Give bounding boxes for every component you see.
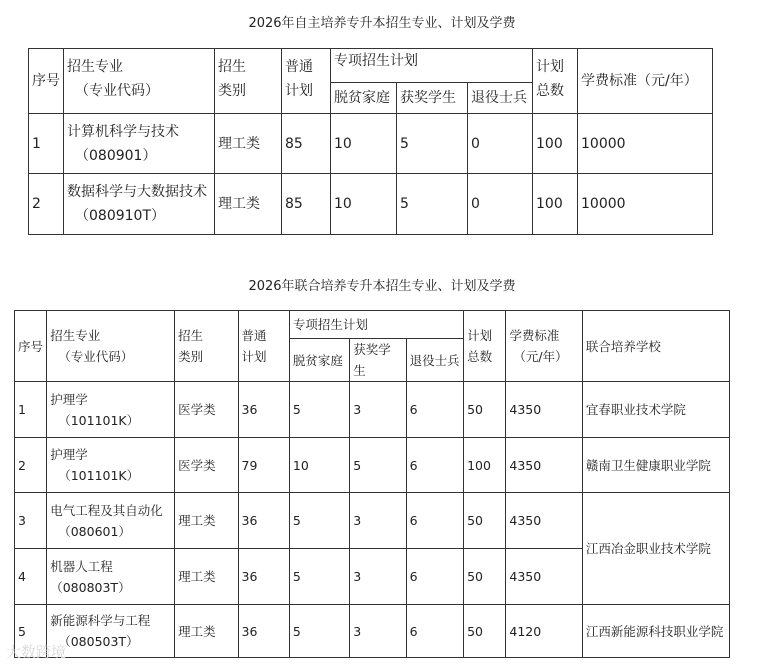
cell-seq: 1: [15, 382, 47, 438]
cell-poor: 5: [289, 549, 349, 605]
cell-veteran: 6: [406, 382, 463, 438]
table-row: [29, 174, 713, 235]
header-total-line1: 计划: [467, 328, 493, 343]
cell-seq: 2: [29, 174, 64, 235]
cell-seq: 1: [29, 114, 64, 174]
cell-fee: 4120: [506, 605, 583, 658]
cell-award: 3: [350, 549, 406, 605]
cell-school: 江西冶金职业技术学院: [582, 493, 729, 605]
header-total: [464, 311, 506, 382]
cell-total: 100: [533, 114, 578, 174]
cell-school: 宜春职业技术学院: [582, 382, 729, 438]
major-code: （080910T）: [75, 208, 165, 224]
header-total: [533, 49, 578, 114]
cell-general: 36: [238, 549, 289, 605]
cell-veteran: 6: [406, 493, 463, 549]
header-fee-line1: 学费标准: [509, 328, 560, 343]
cell-veteran: 6: [406, 438, 463, 493]
cell-general: 36: [238, 493, 289, 549]
header-general-line2: 计划: [241, 349, 267, 364]
cell-total: 50: [464, 382, 506, 438]
cell-seq: 3: [15, 493, 47, 549]
header-total-line2: 总数: [536, 83, 565, 99]
major-code: （080803T）: [50, 579, 131, 595]
cell-general: 85: [282, 174, 331, 235]
header-category-line1: 招生: [218, 59, 246, 75]
cell-fee: 4350: [506, 382, 583, 438]
header-category-line2: 类别: [218, 83, 246, 99]
header-general-line2: 计划: [285, 83, 313, 99]
header-seq: 序号: [15, 311, 47, 382]
header-poor: 脱贫家庭: [331, 83, 397, 114]
cell-total: 100: [533, 174, 578, 235]
cell-award: 5: [397, 174, 468, 235]
cell-total: 50: [464, 493, 506, 549]
cell-poor: 10: [289, 438, 349, 493]
cell-category: 理工类: [215, 114, 282, 174]
major-name: 机器人工程: [50, 558, 113, 574]
major-code: （080601）: [58, 523, 131, 539]
header-special: 专项招生计划: [331, 49, 533, 83]
cell-seq: 4: [15, 549, 47, 605]
cell-poor: 10: [331, 114, 397, 174]
joint-training-table: [14, 310, 730, 658]
cell-general: 36: [238, 382, 289, 438]
header-poor: 脱贫家庭: [289, 339, 349, 382]
header-special: 专项招生计划: [289, 311, 463, 339]
cell-major: [47, 549, 175, 605]
cell-fee: 4350: [506, 493, 583, 549]
cell-major: [47, 382, 175, 438]
major-name: 护理学: [50, 447, 88, 462]
header-general: [238, 311, 289, 382]
header-veteran: 退役士兵: [468, 83, 533, 114]
cell-general: 36: [238, 605, 289, 658]
header-general-line1: 普通: [241, 328, 267, 343]
watermark: 大数跨境: [6, 643, 67, 661]
major-name: 计算机科学与技术: [67, 123, 179, 140]
major-code: （101101K）: [58, 412, 140, 428]
cell-school: 赣南卫生健康职业学院: [582, 438, 729, 493]
header-major: [47, 311, 175, 382]
header-award: 获奖学生: [350, 339, 406, 382]
cell-category: 理工类: [215, 174, 282, 235]
cell-fee: 4350: [506, 549, 583, 605]
major-code: （080901）: [75, 147, 157, 164]
cell-award: 3: [350, 382, 406, 438]
cell-fee: 4350: [506, 438, 583, 493]
major-name: 新能源科学与工程: [50, 613, 151, 628]
cell-total: 50: [464, 605, 506, 658]
header-veteran: 退役士兵: [406, 339, 463, 382]
cell-veteran: 6: [406, 549, 463, 605]
cell-poor: 5: [289, 493, 349, 549]
cell-seq: 2: [15, 438, 47, 493]
header-category: [215, 49, 282, 114]
header-general-line1: 普通: [285, 59, 313, 75]
self-training-table: [28, 48, 713, 235]
cell-general: 85: [282, 114, 331, 174]
cell-major: [47, 438, 175, 493]
cell-category: 理工类: [175, 605, 238, 658]
major-name: 电气工程及其自动化: [50, 502, 163, 518]
cell-award: 3: [350, 605, 406, 658]
header-school: 联合培养学校: [582, 311, 729, 382]
header-seq: 序号: [29, 49, 64, 114]
header-fee-line2: （元/年）: [513, 349, 568, 364]
cell-general: 79: [238, 438, 289, 493]
cell-seq: 5: [15, 605, 47, 658]
cell-total: 100: [464, 438, 506, 493]
header-total-line1: 计划: [536, 59, 565, 75]
cell-category: 理工类: [175, 549, 238, 605]
cell-poor: 5: [289, 605, 349, 658]
cell-category: 医学类: [175, 438, 238, 493]
cell-school: 江西新能源科技职业学院: [582, 605, 729, 658]
header-major-code: （专业代码）: [58, 349, 134, 364]
cell-major: [47, 493, 175, 549]
header-total-line2: 总数: [467, 349, 493, 364]
cell-total: 50: [464, 549, 506, 605]
major-name: 护理学: [50, 391, 88, 407]
cell-award: 5: [397, 114, 468, 174]
header-category-line2: 类别: [178, 349, 204, 364]
header-major-code: （专业代码）: [75, 83, 159, 99]
cell-major: [64, 174, 215, 235]
header-major: [64, 49, 215, 114]
cell-poor: 5: [289, 382, 349, 438]
cell-major: [64, 114, 215, 174]
header-general: [282, 49, 331, 114]
header-award: 获奖学生: [397, 83, 468, 114]
header-category-line1: 招生: [178, 328, 204, 343]
cell-fee: 10000: [578, 174, 713, 235]
cell-award: 5: [350, 438, 406, 493]
cell-veteran: 0: [468, 174, 533, 235]
cell-veteran: 0: [468, 114, 533, 174]
header-fee: 学费标准（元/年）: [578, 49, 713, 114]
header-major-label: 招生专业: [50, 328, 101, 343]
table-row: [15, 438, 730, 493]
header-fee: [506, 311, 583, 382]
major-code: （101101K）: [58, 468, 140, 483]
table-row: [29, 114, 713, 174]
cell-poor: 10: [331, 174, 397, 235]
table-row: [15, 382, 730, 438]
table-row: [15, 493, 730, 549]
cell-award: 3: [350, 493, 406, 549]
cell-fee: 10000: [578, 114, 713, 174]
major-name: 数据科学与大数据技术: [67, 184, 207, 200]
major-code: （080503T）: [58, 634, 139, 649]
cell-category: 医学类: [175, 382, 238, 438]
table1-title: 2026年自主培养专升本招生专业、计划及学费: [248, 16, 516, 31]
header-category: [175, 311, 238, 382]
cell-category: 理工类: [175, 493, 238, 549]
table2-title: 2026年联合培养专升本招生专业、计划及学费: [248, 279, 516, 294]
cell-veteran: 6: [406, 605, 463, 658]
table-row: [15, 605, 730, 658]
header-major-label: 招生专业: [67, 59, 123, 75]
